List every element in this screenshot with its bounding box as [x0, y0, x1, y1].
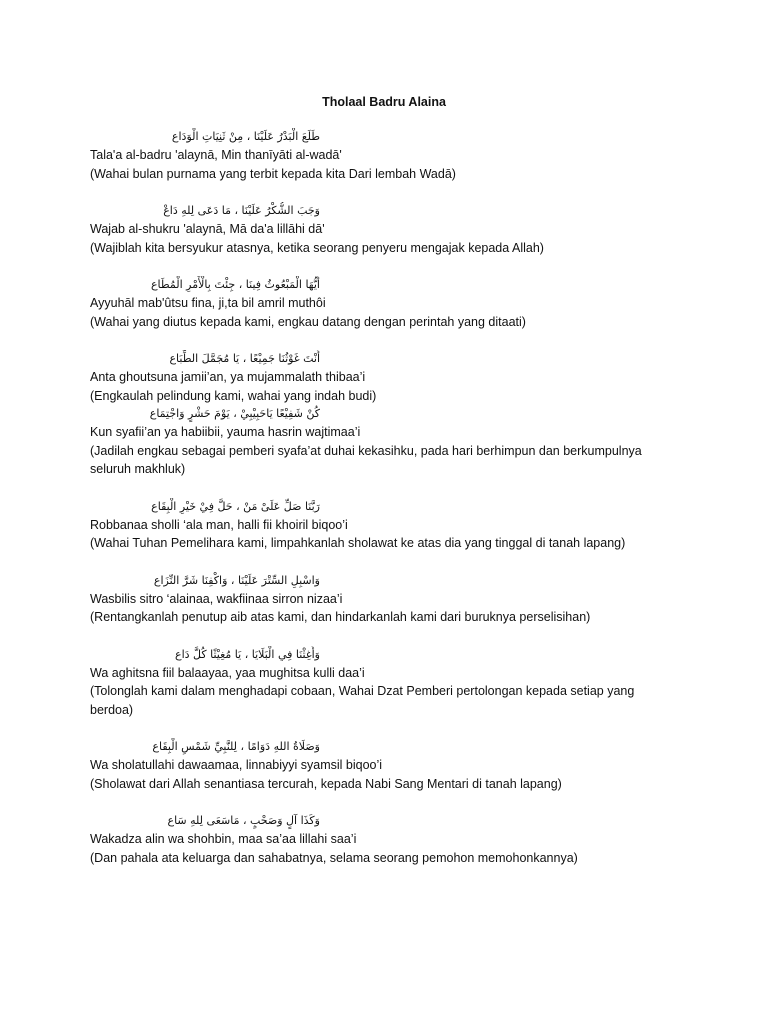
transliteration-line: Tala'a al-badru 'alaynā, Min thanīyāti al-wadā' [90, 148, 342, 162]
verse-list [90, 128, 655, 886]
stanza-4 [90, 350, 655, 405]
stanza-2 [90, 202, 655, 257]
arabic-line: أَنْتَ غَوْثُنَا جَمِيْعًا ، يَا مُجَمَّلَ الطِّبَاع [169, 352, 320, 365]
translation-line: (Wahai Tuhan Pemelihara kami, limpahkanlah sholawat ke atas dia yang tinggal di tanah lapang) [90, 536, 626, 550]
arabic-line: كُنْ شَفِيْعًا يَاحَبِيْبِيْ ، يَوْمَ حَشْرٍ وَاجْتِمَاع [149, 407, 320, 420]
stanza-6 [90, 498, 655, 553]
stanza-5 [90, 405, 655, 479]
arabic-line: أَيُّهَا الْمَبْعُوثُ فِينَا ، جِئْتَ بِالْأَمْرِ الْمُطَاع [150, 278, 320, 291]
arabic-line: وَكَذَا آلٍ وَصَحْبٍ ، مَاسَعَى لِلهِ سَاع [167, 814, 320, 827]
document-title: Tholaal Badru Alaina [322, 95, 446, 109]
transliteration-line: Ayyuhāl mab'ûtsu fina, ji,ta bil amril muthôi [90, 296, 326, 310]
transliteration-line: Wakadza alin wa shohbin, maa sa’aa lillahi saa’i [90, 832, 357, 846]
translation-line: (Dan pahala ata keluarga dan sahabatnya, selama seorang pemohon memohonkannya) [90, 850, 578, 865]
translation-line: (Wahai yang diutus kepada kami, engkau datang dengan perintah yang ditaati) [90, 314, 526, 329]
transliteration-line: Wa aghitsna fiil balaayaa, yaa mughitsa kulli daa’i [90, 665, 365, 680]
arabic-line: رَبَّنَا صَلِّ عَلَىْ مَنْ ، حَلَّ فِيْ خَيْرِ الْبِقَاع [151, 499, 320, 513]
transliteration-line: Robbanaa sholli ‘ala man, halli fii khoiril biqoo’i [90, 517, 348, 532]
transliteration-line: Wa sholatullahi dawaamaa, linnabiyyi syamsil biqoo’i [90, 758, 383, 772]
translation-line: (Wajiblah kita bersyukur atasnya, ketika seorang penyeru mengajak kepada Allah) [90, 240, 544, 255]
translation-line: (Rentangkanlah penutup aib atas kami, dan hindarkanlah kami dari buruknya perselisihan) [90, 610, 591, 624]
translation-line: (Tolonglah kami dalam menghadapi cobaan, Wahai Dzat Pemberi pertolongan kepada setiap yang berdoa) [90, 684, 635, 717]
stanza-10 [90, 812, 655, 867]
arabic-line: وَصَلَاةُ اللهِ دَوَامًا ، لِلنَّبِيِّ شَمْسِ الْبِقَاع [152, 740, 320, 753]
transliteration-line: Kun syafii’an ya habiibii, yauma hasrin wajtimaa’i [90, 425, 361, 439]
stanza-3 [90, 276, 655, 331]
transliteration-line: Anta ghoutsuna jamii’an, ya mujammalath thibaa’i [90, 370, 366, 384]
stanza-1 [90, 128, 655, 183]
arabic-line: طَلَعَ الْبَدْرُ عَلَيْنَا ، مِنْ ثَنِيَاتِ الْوَدَاع [171, 130, 320, 143]
translation-line: (Sholawat dari Allah senantiasa tercurah, kepada Nabi Sang Mentari di tanah lapang) [90, 776, 562, 791]
transliteration-line: Wasbilis sitro ‘alainaa, wakfiinaa sirron nizaa’i [90, 591, 343, 606]
stanza-9 [90, 738, 655, 793]
arabic-line: وَأَغِثْنَا فِي الْبَلَايَا ، يَا مُغِيْثًا كُلَّ دَاع [175, 647, 320, 661]
translation-line: (Engkaulah pelindung kami, wahai yang indah budi) [90, 388, 377, 403]
stanza-8 [90, 646, 655, 720]
stanza-7 [90, 572, 655, 627]
transliteration-line: Wajab al-shukru 'alaynā, Mā da'a lillāhi dā' [90, 222, 325, 236]
translation-line: (Jadilah engkau sebagai pemberi syafa’at duhai kekasihku, pada hari berhimpun dan berkumpulnya seluruh makhluk) [90, 443, 642, 476]
arabic-line: وَجَبَ الشُّكْرُ عَلَيْنَا ، مَا دَعَى لِلهِ دَاعْ [163, 204, 320, 217]
translation-line: (Wahai bulan purnama yang terbit kepada kita Dari lembah Wadā) [90, 166, 456, 181]
arabic-line: وَاسْبِلِ السِّتْرَ عَلَيْنَا ، وَاكْفِنَا شَرَّ النِّزَاع [153, 573, 320, 587]
